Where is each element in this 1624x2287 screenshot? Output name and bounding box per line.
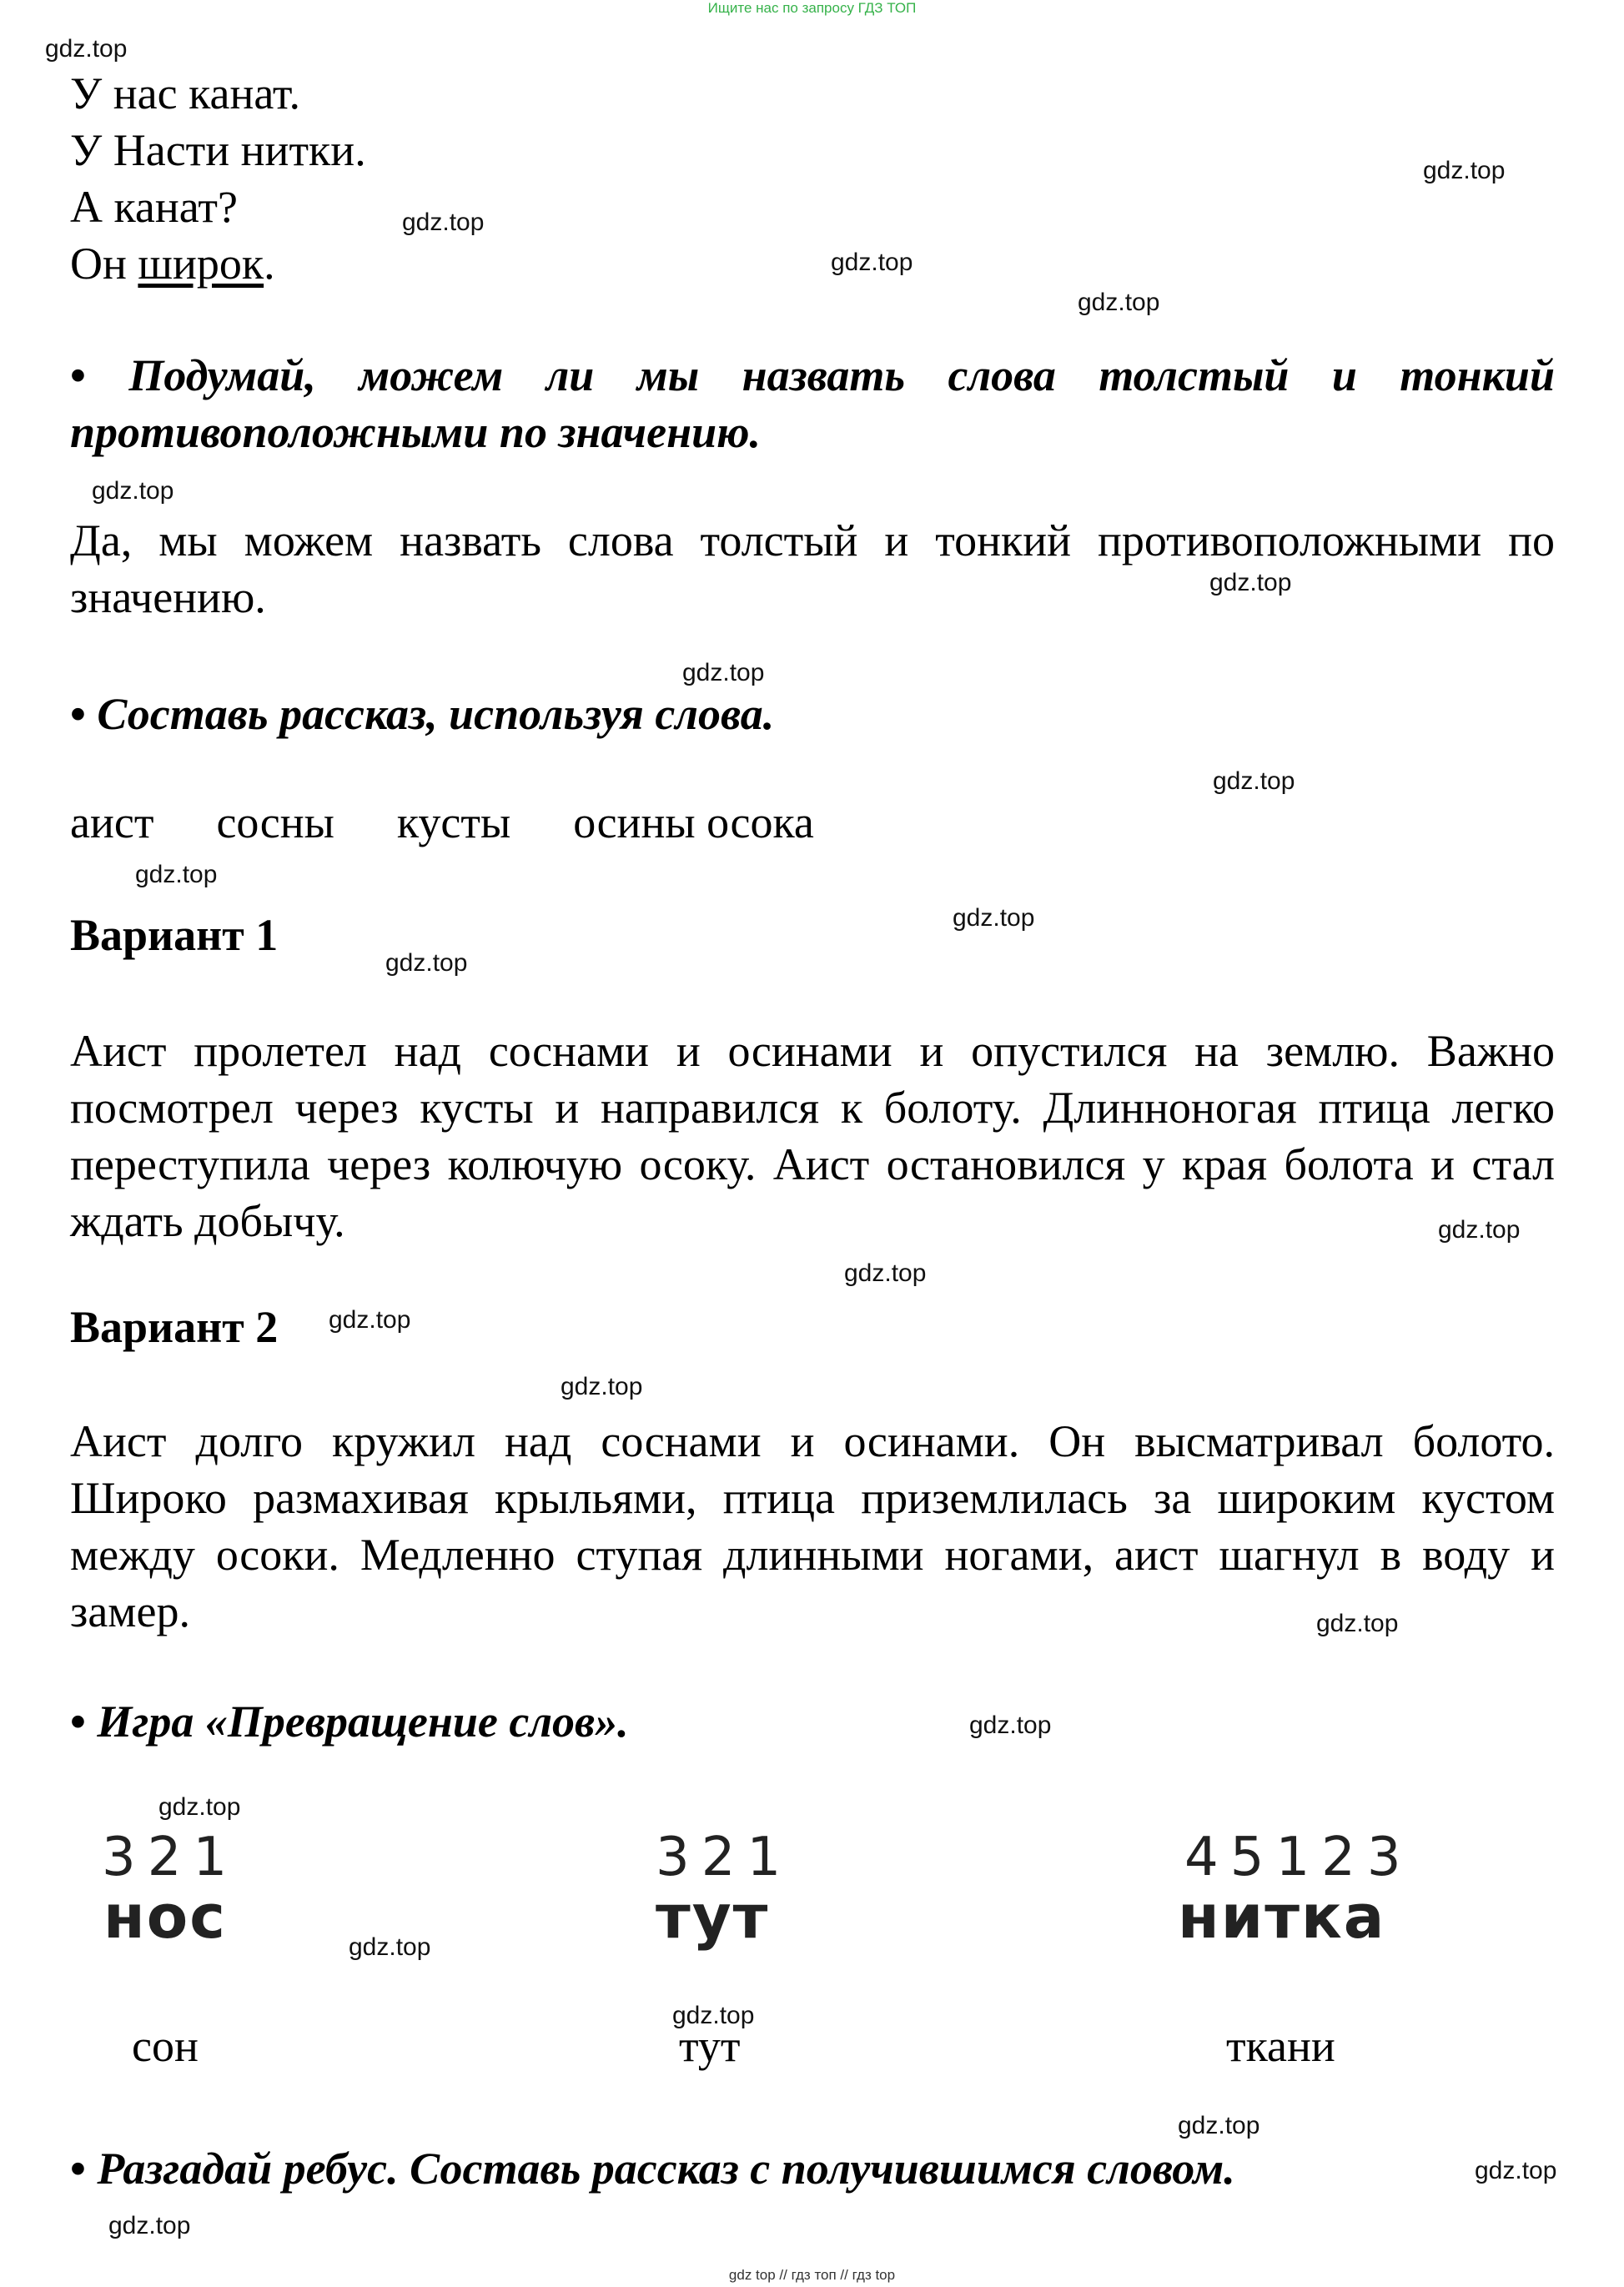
bullet: • xyxy=(70,2144,86,2194)
word-item: аист xyxy=(70,797,154,847)
transform-word: тут xyxy=(656,1882,770,1952)
watermark: gdz.top xyxy=(1213,767,1295,795)
watermark: gdz.top xyxy=(402,209,485,236)
watermark: gdz.top xyxy=(672,2002,755,2029)
watermark: gdz.top xyxy=(1209,569,1292,596)
task-4-question xyxy=(70,2140,1555,2197)
task-3-question-text: Игра «Превращение слов». xyxy=(97,1696,629,1747)
task-1-answer: Да, мы можем назвать слова толстый и тонкий противоположными по значению. xyxy=(70,515,1555,622)
word-item: кусты xyxy=(396,797,511,847)
digit-order: 321 xyxy=(656,1827,793,1888)
variant-2-text: Аист долго кружил над соснами и осинами. Он высматривал болото. Широко размахивая крыльями, птица приземлилась за широким кустом между осоки. Медленно ступая длинными ногами, аист шагнул в воду и замер. xyxy=(70,1416,1555,1636)
variant-1-title: Вариант 1 xyxy=(70,910,279,960)
bullet: • xyxy=(70,689,86,739)
task-1-question-text: Подумай, можем ли мы назвать слова толстый и тонкий противоположными по значению. xyxy=(70,350,1555,457)
word-item: сосны xyxy=(216,797,334,847)
poem-line-4-prefix: Он xyxy=(70,239,138,289)
task-2-question-text: Составь рассказ, используя слова. xyxy=(97,689,775,739)
poem-line-1: У нас канат. xyxy=(70,68,300,118)
watermark: gdz.top xyxy=(329,1306,411,1334)
watermark: gdz.top xyxy=(92,477,174,505)
transform-word: нос xyxy=(103,1882,227,1952)
watermark: gdz.top xyxy=(349,1933,431,1961)
task-4-question-text: Разгадай ребус. Составь рассказ с получившимся словом. xyxy=(97,2144,1235,2194)
digit-order: 321 xyxy=(102,1827,239,1888)
bullet: • xyxy=(70,350,86,400)
poem-line-4-suffix: . xyxy=(264,239,275,289)
digit-order: 45123 xyxy=(1184,1827,1413,1888)
watermark: gdz.top xyxy=(953,904,1035,932)
footer: gdz top // гдз топ // гдз top xyxy=(728,2267,896,2283)
watermark: gdz.top xyxy=(969,1711,1052,1739)
watermark: gdz.top xyxy=(108,2212,191,2239)
task-1-question xyxy=(70,347,1555,460)
watermark: gdz.top xyxy=(385,949,468,977)
bullet: • xyxy=(70,1696,86,1747)
watermark: gdz.top xyxy=(1438,1216,1521,1244)
watermark: gdz.top xyxy=(1316,1610,1399,1637)
poem-line-2: У Насти нитки. xyxy=(70,125,366,175)
watermark: gdz.top xyxy=(831,249,913,276)
transform-answer: ткани xyxy=(1226,2021,1335,2071)
watermark: gdz.top xyxy=(1078,289,1160,316)
watermark: gdz.top xyxy=(1475,2157,1557,2184)
task-3-question xyxy=(70,1693,1555,1750)
word-list xyxy=(70,794,814,851)
watermark: gdz.top xyxy=(844,1259,927,1287)
transform-answer: тут xyxy=(679,2021,741,2071)
transform-answer: сон xyxy=(132,2021,199,2071)
watermark: gdz.top xyxy=(1178,2112,1260,2139)
watermark: gdz.top xyxy=(135,861,218,888)
variant-1-text: Аист пролетел над соснами и осинами и опустился на землю. Важно посмотрел через кусты и направился к болоту. Длинноногая птица легко переступила через колючую осоку. Аист остановился у края болота и стал ждать добычу. xyxy=(70,1026,1555,1246)
transform-word: нитка xyxy=(1178,1882,1386,1952)
watermark: gdz.top xyxy=(45,35,128,63)
watermark: gdz.top xyxy=(682,659,765,686)
watermark: gdz.top xyxy=(1423,157,1506,184)
watermark: gdz.top xyxy=(561,1373,643,1400)
poem-line-3: А канат? xyxy=(70,182,238,232)
watermark: gdz.top xyxy=(158,1793,241,1821)
poem-line-4 xyxy=(70,235,275,292)
top-banner: Ищите нас по запросу ГДЗ ТОП xyxy=(707,0,917,16)
word-item: осины осока xyxy=(573,797,814,847)
variant-2-title: Вариант 2 xyxy=(70,1302,279,1352)
underlined-word: широк xyxy=(138,239,264,289)
task-2-question xyxy=(70,686,1555,742)
